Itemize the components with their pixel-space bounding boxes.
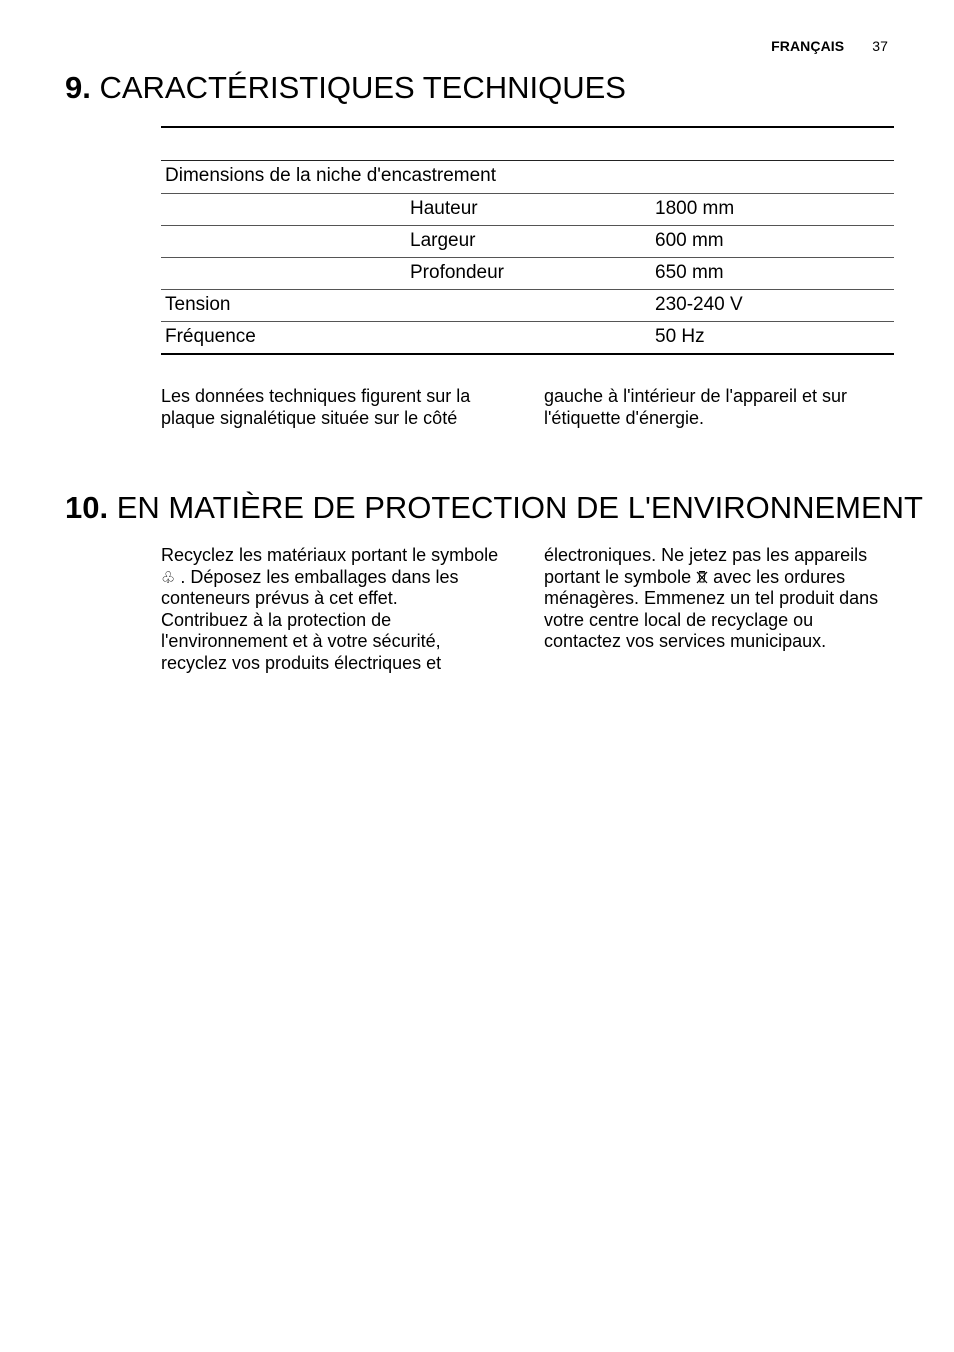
note-left-column: Les données techniques figurent sur la plaque signalétique située sur le côté [161, 386, 471, 428]
note-right-column: gauche à l'intérieur de l'appareil et sur l'étiquette d'énergie. [544, 386, 848, 428]
spec-value: 600 mm [655, 229, 724, 251]
spec-value: 1800 mm [655, 197, 735, 219]
section-10-number: 10. [65, 490, 109, 525]
spec-sub-label [406, 321, 651, 354]
header-language: FRANÇAIS [771, 38, 845, 54]
technical-data-note [161, 386, 894, 429]
table-row [161, 257, 894, 289]
section-10-title [65, 490, 923, 526]
section-9-number: 9. [65, 70, 91, 105]
spec-value [651, 160, 894, 193]
section-9-title [65, 70, 626, 106]
spec-label: Tension [165, 293, 231, 315]
spec-label [161, 257, 406, 289]
spec-label [161, 225, 406, 257]
env-left-text-1: Recyclez les matériaux portant le symbole [161, 545, 499, 565]
spec-label: Fréquence [165, 325, 256, 347]
spec-value: 50 Hz [655, 325, 705, 347]
table-row [161, 160, 894, 193]
env-right-text-1: électroniques. Ne jetez pas les appareils portant le symbole [544, 545, 868, 587]
spec-value: 650 mm [655, 261, 724, 283]
page-number: 37 [872, 38, 888, 54]
spec-label [161, 193, 406, 225]
table-row [161, 225, 894, 257]
spec-label: Dimensions de la niche d'encastrement [165, 164, 497, 186]
env-left-text-3: Contribuez à la protection de l'environnement et à votre sécurité, recyclez vos produits électriques et [161, 609, 442, 673]
spec-sub-label: Hauteur [410, 197, 478, 219]
env-left-text-2: . Déposez les emballages dans les conteneurs prévus à cet effet. [161, 566, 459, 608]
environment-text [161, 545, 894, 674]
technical-specs-table [161, 126, 894, 355]
recycle-icon: ♧ [161, 567, 176, 587]
env-left-column [161, 545, 501, 674]
spec-value: 230-240 V [655, 293, 743, 315]
table-header-row [161, 127, 894, 160]
table-row [161, 289, 894, 321]
table-row [161, 321, 894, 354]
spec-sub-label [406, 289, 651, 321]
env-right-column [544, 545, 894, 674]
spec-sub-label: Largeur [410, 229, 476, 251]
section-9-heading: CARACTÉRISTIQUES TECHNIQUES [99, 70, 626, 105]
page-header [771, 38, 888, 54]
section-10-heading: EN MATIÈRE DE PROTECTION DE L'ENVIRONNEMENT [116, 490, 923, 525]
crossed-bin-icon [696, 567, 708, 587]
env-right-text-2: avec les ordures ménagères. Emmenez un tel produit dans votre centre local de recyclage ou contactez vos services municipaux. [544, 566, 879, 651]
table-row [161, 193, 894, 225]
spec-sub-label: Profondeur [410, 261, 505, 283]
